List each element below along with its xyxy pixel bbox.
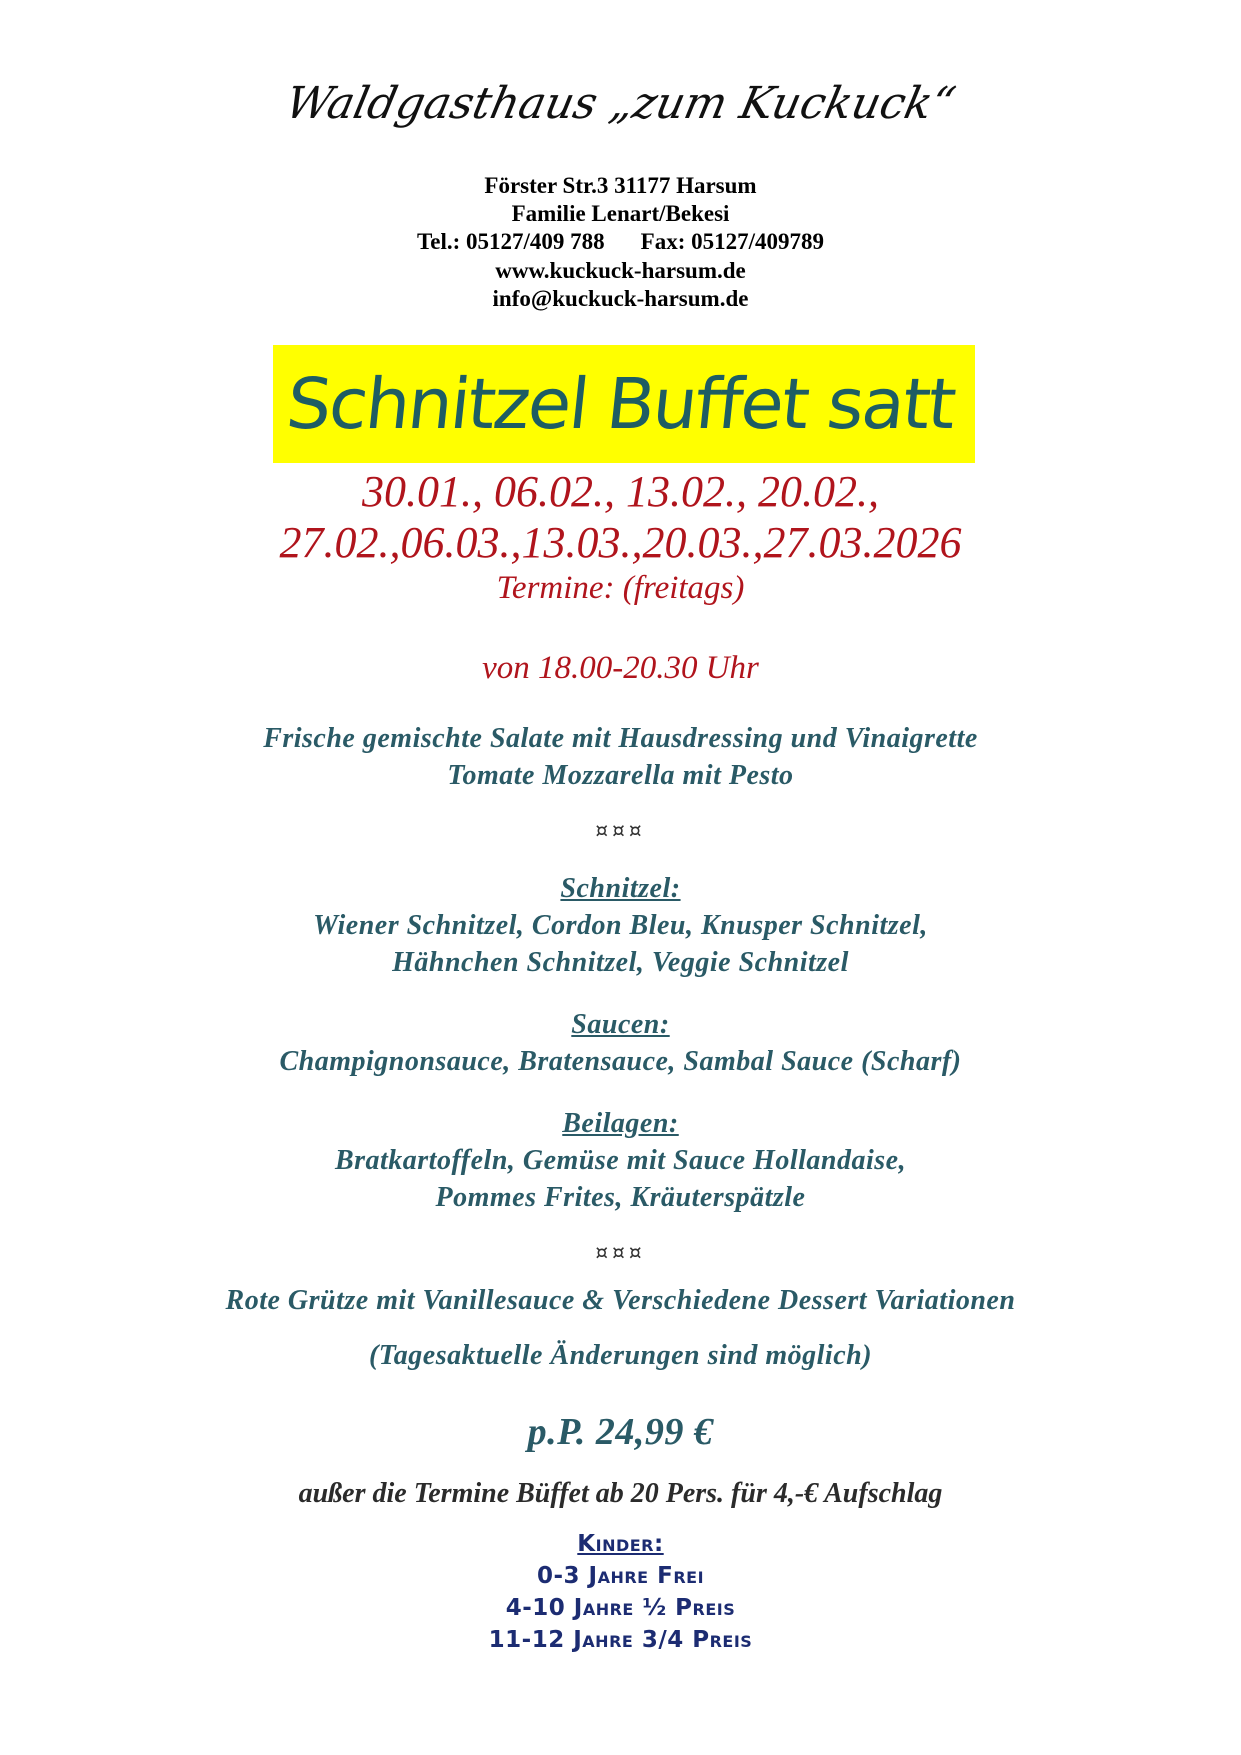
saucen-line-1: Champignonsauce, Bratensauce, Sambal Sauce (Scharf) <box>279 1046 962 1077</box>
surcharge-note: außer die Termine Büffet ab 20 Pers. für 4,-€ Aufschlag <box>298 1478 943 1509</box>
kinder-heading: Kinder: <box>577 1531 664 1557</box>
fax-number: Fax: 05127/409789 <box>640 229 824 254</box>
restaurant-name: Waldgasthaus „zum Kuckuck“ <box>281 78 960 129</box>
dates-line-1: 30.01., 06.02., 13.02., 20.02., <box>362 467 879 516</box>
kinder-line-2: 4-10 Jahre ½ Preis <box>505 1595 736 1621</box>
address-street: Förster Str.3 31177 Harsum <box>484 173 757 198</box>
dates-line-2: 27.02.,06.03.,13.03.,20.03.,27.03.2026 <box>279 518 962 567</box>
ornament-divider: ¤¤¤ <box>595 1240 646 1264</box>
ornament-divider: ¤¤¤ <box>595 818 646 842</box>
termine-label: Termine: (freitags) <box>496 570 745 606</box>
schnitzel-line-1: Wiener Schnitzel, Cordon Bleu, Knusper Schnitzel, <box>313 910 928 941</box>
schnitzel-line-2: Hähnchen Schnitzel, Veggie Schnitzel <box>392 947 849 978</box>
email: info@kuckuck-harsum.de <box>492 286 749 311</box>
salads-line-1: Frische gemischte Salate mit Hausdressing und Vinaigrette <box>263 723 978 754</box>
beilagen-line-1: Bratkartoffeln, Gemüse mit Sauce Hollandaise, <box>334 1145 907 1176</box>
changes-note: (Tagesaktuelle Änderungen sind möglich) <box>368 1340 873 1371</box>
beilagen-heading: Beilagen: <box>562 1108 679 1139</box>
dessert-line: Rote Grütze mit Vanillesauce & Verschiedene Dessert Variationen <box>225 1285 1016 1316</box>
time-range: von 18.00-20.30 Uhr <box>482 650 759 686</box>
price: p.P. 24,99 € <box>527 1411 714 1453</box>
website: www.kuckuck-harsum.de <box>495 258 746 283</box>
page-title: Schnitzel Buffet satt <box>282 363 959 445</box>
beilagen-line-2: Pommes Frites, Kräuterspätzle <box>435 1182 806 1213</box>
saucen-heading: Saucen: <box>571 1009 670 1040</box>
schnitzel-heading: Schnitzel: <box>560 873 681 904</box>
kinder-line-3: 11-12 Jahre 3/4 Preis <box>488 1627 753 1653</box>
address-family: Familie Lenart/Bekesi <box>511 201 730 226</box>
kinder-line-1: 0-3 Jahre Frei <box>536 1563 705 1589</box>
phone-number: Tel.: 05127/409 788 <box>417 229 605 254</box>
address-phone-fax <box>0 228 1241 256</box>
salads-line-2: Tomate Mozzarella mit Pesto <box>447 760 794 791</box>
